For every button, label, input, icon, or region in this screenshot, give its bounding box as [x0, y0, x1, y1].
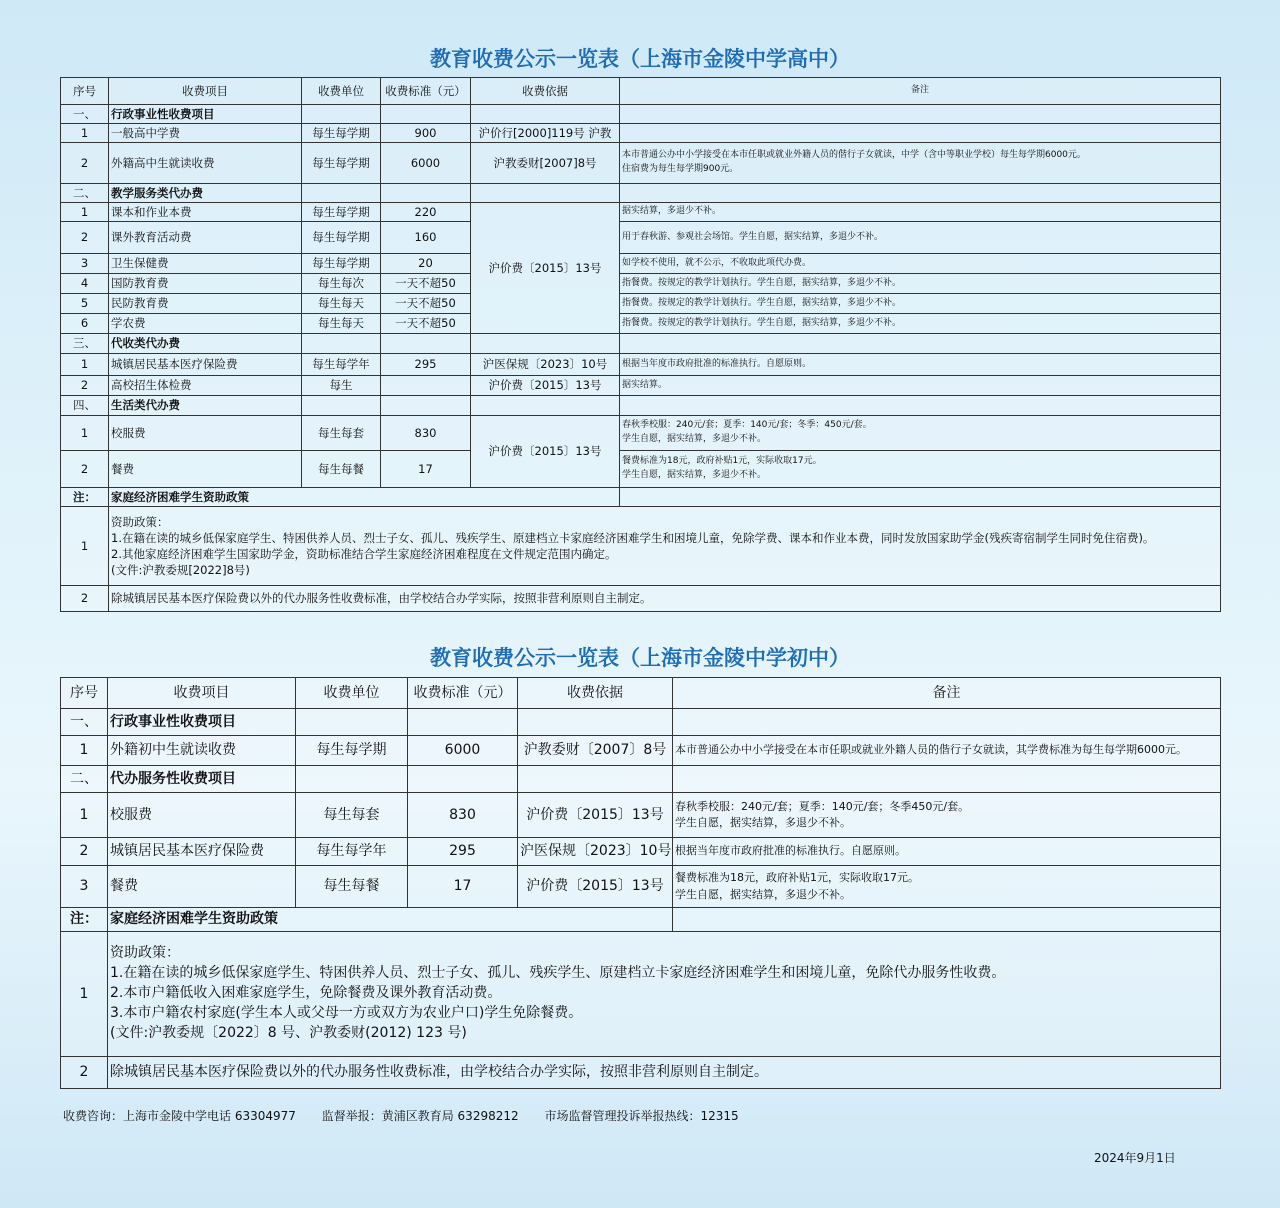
section-row — [61, 396, 1221, 416]
section-row — [61, 184, 1221, 203]
col-header-no: 序号 — [61, 678, 108, 709]
row-basis-merged: 沪价费〔2015〕13号 — [471, 203, 620, 334]
row-unit: 每生每餐 — [302, 451, 381, 488]
col-header-unit: 收费单位 — [296, 678, 408, 709]
notes-label: 注： — [61, 908, 108, 932]
row-unit: 每生 — [302, 376, 381, 396]
section-no: 四、 — [61, 396, 109, 416]
col-header-standard: 收费标准（元） — [381, 78, 471, 105]
note-line: 学生自愿，据实结算，多退少不补。 — [675, 887, 851, 901]
row-no: 1 — [61, 932, 108, 1057]
policy-text: 除城镇居民基本医疗保险费以外的代办服务性收费标准，由学校结合办学实际，按照非营利原则自主制定。 — [109, 586, 1221, 612]
table-row — [61, 203, 1221, 222]
row-no: 1 — [61, 736, 108, 766]
row-standard: 20 — [381, 254, 471, 274]
policy-line: 3.本市户籍农村家庭(学生本人或父母一方或双方为农业户口)学生免除餐费。 — [110, 1004, 583, 1021]
row-no: 2 — [61, 838, 108, 866]
policy-row — [61, 507, 1221, 586]
row-standard: 一天不超50 — [381, 274, 471, 294]
row-basis: 沪价费〔2015〕13号 — [518, 793, 673, 838]
row-no: 1 — [61, 416, 109, 451]
row-basis: 沪价行[2000]119号 沪教 — [471, 124, 620, 143]
policy-line: 资助政策： — [110, 945, 180, 962]
row-note: 如学校不使用，就不公示，不收取此项代办费。 — [620, 254, 1221, 274]
row-standard: 160 — [381, 222, 471, 254]
row-unit: 每生每天 — [302, 314, 381, 334]
section-name: 行政事业性收费项目 — [109, 105, 302, 124]
row-unit: 每生每学期 — [302, 254, 381, 274]
policy-text — [108, 932, 1221, 1057]
row-standard: 17 — [381, 451, 471, 488]
row-no: 2 — [61, 451, 109, 488]
row-unit: 每生每天 — [302, 294, 381, 314]
policy-line: 2.其他家庭经济困难学生国家助学金，资助标准结合学生家庭经济困难程度在文件规定范围内确定。 — [111, 547, 617, 561]
policy-line: (文件:沪教委规〔2022〕8 号、沪教委财(2012) 123 号) — [110, 1024, 467, 1041]
row-no: 6 — [61, 314, 109, 334]
row-standard: 295 — [408, 838, 518, 866]
row-unit: 每生每学期 — [302, 143, 381, 184]
section-name: 代办服务性收费项目 — [108, 766, 296, 793]
row-no: 1 — [61, 124, 109, 143]
footer-report: 监督举报：黄浦区教育局 63298212 — [321, 1109, 519, 1123]
row-item: 城镇居民基本医疗保险费 — [108, 838, 296, 866]
row-no: 2 — [61, 143, 109, 184]
row-item: 城镇居民基本医疗保险费 — [109, 354, 302, 376]
row-note: 据实结算，多退少不补。 — [620, 203, 1221, 222]
note-line: 餐费标准为18元，政府补贴1元，实际收取17元。 — [675, 871, 919, 884]
row-item: 校服费 — [109, 416, 302, 451]
policy-row — [61, 932, 1221, 1057]
row-standard: 220 — [381, 203, 471, 222]
row-item: 外籍初中生就读收费 — [108, 736, 296, 766]
high-school-title: 教育收费公示一览表（上海市金陵中学高中） — [430, 47, 850, 71]
table-header-row — [61, 678, 1221, 709]
row-note: 指餐费。按规定的教学计划执行。学生自愿，据实结算，多退少不补。 — [620, 314, 1221, 334]
section-row — [61, 334, 1221, 354]
policy-line: (文件:沪教委规[2022]8号) — [111, 563, 250, 578]
section-no: 二、 — [61, 184, 109, 203]
row-item: 一般高中学费 — [109, 124, 302, 143]
row-standard: 17 — [408, 866, 518, 908]
policy-line: 资助政策： — [111, 514, 169, 529]
table-row — [61, 376, 1221, 396]
row-no: 3 — [61, 254, 109, 274]
row-item: 学农费 — [109, 314, 302, 334]
policy-line: 2.本市户籍低收入困难家庭学生，免除餐费及课外教育活动费。 — [110, 985, 502, 1002]
row-note — [673, 866, 1221, 908]
row-no: 1 — [61, 354, 109, 376]
publish-date: 2024年9月1日 — [1094, 1151, 1176, 1165]
note-line: 春秋季校服：240元/套；夏季：140元/套；冬季450元/套。 — [675, 799, 970, 813]
table-row — [61, 254, 1221, 274]
row-basis: 沪价费〔2015〕13号 — [471, 376, 620, 396]
middle-school-fee-table — [60, 677, 1221, 1089]
note-line: 春秋季校服：240元/套；夏季：140元/套；冬季：450元/套。 — [622, 420, 872, 431]
table-row — [61, 124, 1221, 143]
table-row — [61, 222, 1221, 254]
row-unit: 每生每学期 — [296, 736, 408, 766]
row-item: 国防教育费 — [109, 274, 302, 294]
row-basis: 沪价费〔2015〕13号 — [518, 866, 673, 908]
row-no: 3 — [61, 866, 108, 908]
section-row — [61, 709, 1221, 736]
row-standard: 830 — [381, 416, 471, 451]
table-row — [61, 736, 1221, 766]
footer-consult: 收费咨询：上海市金陵中学电话 63304977 — [63, 1109, 296, 1123]
footer — [63, 1107, 761, 1124]
section-no: 三、 — [61, 334, 109, 354]
row-unit: 每生每学期 — [302, 222, 381, 254]
section-name: 行政事业性收费项目 — [108, 709, 296, 736]
section-name: 生活类代办费 — [109, 396, 302, 416]
row-standard: 6000 — [408, 736, 518, 766]
col-header-item: 收费项目 — [109, 78, 302, 105]
row-no: 2 — [61, 1057, 108, 1089]
col-header-note: 备注 — [673, 678, 1221, 709]
section-row — [61, 105, 1221, 124]
section-name: 教学服务类代办费 — [109, 184, 302, 203]
row-unit: 每生每次 — [302, 274, 381, 294]
row-note — [620, 143, 1221, 184]
row-standard: 295 — [381, 354, 471, 376]
middle-school-title: 教育收费公示一览表（上海市金陵中学初中） — [430, 646, 850, 670]
row-note: 据实结算。 — [620, 376, 1221, 396]
col-header-unit: 收费单位 — [302, 78, 381, 105]
row-item: 校服费 — [108, 793, 296, 838]
col-header-standard: 收费标准（元） — [408, 678, 518, 709]
section-no: 二、 — [61, 766, 108, 793]
row-standard: 900 — [381, 124, 471, 143]
row-note — [620, 416, 1221, 451]
note-line: 学生自愿，据实结算，多退少不补。 — [622, 434, 767, 444]
policy-line: 1.在籍在读的城乡低保家庭学生、特困供养人员、烈士子女、孤儿、残疾学生、原建档立卡家庭经济困难学生和困境儿童，免除学费、课本和作业本费，同时发放国家助学金(残疾寄宿制学生同时免住宿费)。 — [111, 530, 1155, 545]
note-line: 学生自愿，据实结算，多退少不补。 — [622, 470, 767, 480]
table-row — [61, 274, 1221, 294]
row-item: 餐费 — [108, 866, 296, 908]
table-row — [61, 866, 1221, 908]
row-item: 课本和作业本费 — [109, 203, 302, 222]
section-name: 代收类代办费 — [109, 334, 302, 354]
col-header-basis: 收费依据 — [471, 78, 620, 105]
row-standard: 830 — [408, 793, 518, 838]
table-row — [61, 451, 1221, 488]
row-standard: 一天不超50 — [381, 294, 471, 314]
row-no: 4 — [61, 274, 109, 294]
row-basis: 沪医保规〔2023〕10号 — [471, 354, 620, 376]
note-line: 住宿费为每生每学期900元。 — [622, 164, 739, 174]
row-note: 指餐费。按规定的教学计划执行。学生自愿，据实结算，多退少不补。 — [620, 294, 1221, 314]
row-item: 高校招生体检费 — [109, 376, 302, 396]
table-row — [61, 838, 1221, 866]
row-standard: 6000 — [381, 143, 471, 184]
table-row — [61, 294, 1221, 314]
row-note: 用于春秋游、参观社会场馆。学生自愿，据实结算，多退少不补。 — [620, 222, 1221, 254]
table-row — [61, 354, 1221, 376]
row-unit: 每生每学年 — [296, 838, 408, 866]
notes-title: 家庭经济困难学生资助政策 — [108, 908, 673, 932]
row-item: 餐费 — [109, 451, 302, 488]
row-standard: 一天不超50 — [381, 314, 471, 334]
high-school-fee-table — [60, 77, 1221, 612]
row-no: 2 — [61, 222, 109, 254]
table-row — [61, 793, 1221, 838]
row-no: 1 — [61, 203, 109, 222]
section-no: 一、 — [61, 709, 108, 736]
row-unit: 每生每学期 — [302, 124, 381, 143]
row-note: 本市普通公办中小学接受在本市任职或就业外籍人员的偕行子女就读，其学费标准为每生每学期6000元。 — [673, 736, 1221, 766]
row-unit: 每生每学年 — [302, 354, 381, 376]
row-unit: 每生每餐 — [296, 866, 408, 908]
notes-title: 家庭经济困难学生资助政策 — [109, 488, 620, 507]
table-row — [61, 416, 1221, 451]
row-item: 民防教育费 — [109, 294, 302, 314]
row-item: 课外教育活动费 — [109, 222, 302, 254]
notes-header-row — [61, 908, 1221, 932]
row-note: 指餐费。按规定的教学计划执行。学生自愿，据实结算，多退少不补。 — [620, 274, 1221, 294]
policy-line: 1.在籍在读的城乡低保家庭学生、特困供养人员、烈士子女、孤儿、残疾学生、原建档立卡家庭经济困难学生和困境儿童，免除代办服务性收费。 — [110, 965, 1006, 982]
row-standard — [381, 376, 471, 396]
notes-header-row — [61, 488, 1221, 507]
table-header-row — [61, 78, 1221, 105]
note-line: 本市普通公办中小学接受在本市任职或就业外籍人员的偕行子女就读，中学（含中等职业学校）每生每学期6000元。 — [622, 150, 1086, 161]
row-basis-merged: 沪价费〔2015〕13号 — [471, 416, 620, 488]
col-header-note: 备注 — [620, 78, 1221, 105]
row-note: 根据当年度市政府批准的标准执行。自愿原则。 — [673, 838, 1221, 866]
policy-row — [61, 586, 1221, 612]
row-no: 2 — [61, 376, 109, 396]
row-basis: 沪医保规〔2023〕10号 — [518, 838, 673, 866]
row-basis: 沪教委财〔2007〕8号 — [518, 736, 673, 766]
section-no: 一、 — [61, 105, 109, 124]
policy-row — [61, 1057, 1221, 1089]
note-line: 餐费标准为18元，政府补贴1元，实际收取17元。 — [622, 456, 822, 467]
col-header-basis: 收费依据 — [518, 678, 673, 709]
row-no: 1 — [61, 793, 108, 838]
row-unit: 每生每套 — [302, 416, 381, 451]
footer-hotline: 市场监督管理投诉举报热线：12315 — [544, 1109, 739, 1123]
row-note — [673, 793, 1221, 838]
note-line: 学生自愿，据实结算，多退少不补。 — [675, 816, 851, 829]
table-row — [61, 314, 1221, 334]
row-item: 卫生保健费 — [109, 254, 302, 274]
section-row — [61, 766, 1221, 793]
table-row — [61, 143, 1221, 184]
row-unit: 每生每套 — [296, 793, 408, 838]
col-header-no: 序号 — [61, 78, 109, 105]
row-no: 5 — [61, 294, 109, 314]
row-note — [620, 124, 1221, 143]
row-note — [620, 451, 1221, 488]
notes-label: 注： — [61, 488, 109, 507]
policy-text — [109, 507, 1221, 586]
row-basis: 沪教委财[2007]8号 — [471, 143, 620, 184]
policy-text: 除城镇居民基本医疗保险费以外的代办服务性收费标准，由学校结合办学实际，按照非营利原则自主制定。 — [108, 1057, 1221, 1089]
row-note: 根据当年度市政府批准的标准执行。自愿原则。 — [620, 354, 1221, 376]
col-header-item: 收费项目 — [108, 678, 296, 709]
row-item: 外籍高中生就读收费 — [109, 143, 302, 184]
row-unit: 每生每学期 — [302, 203, 381, 222]
row-no: 2 — [61, 586, 109, 612]
row-no: 1 — [61, 507, 109, 586]
